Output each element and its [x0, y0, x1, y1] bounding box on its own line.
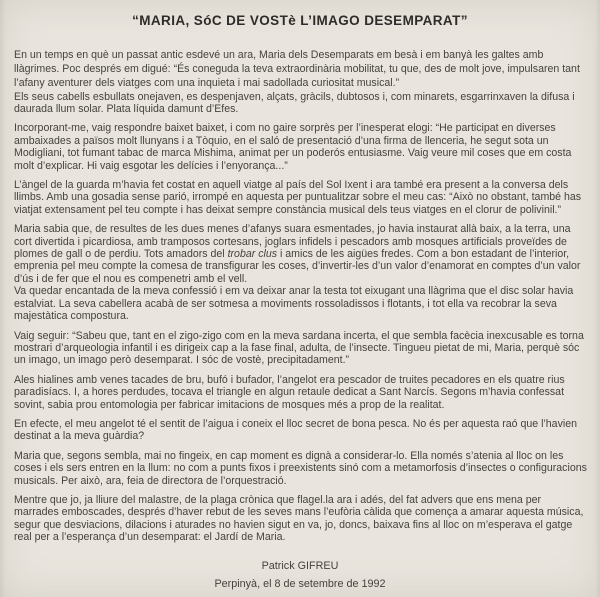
text-run: i amics de les aigües fredes. Com a bon estadant de l’interior, emprenia pel meu compte la comesa de transfigurar les coses, d’invertir-les d’un valor d’enamorat en comptes d’un valor d’ús i de fer que el nou es compenetri amb el vell.: [14, 248, 581, 285]
paragraph: [14, 418, 588, 443]
paragraph: [14, 330, 588, 367]
text-run: Mentre que jo, ja lliure del malastre, de la plaga crònica que flagel.la ara i adés, del fat advers que ens mena per marrades emboscades, després d’haver rebut de les seves mans l’eufòria càlida que comença a amarar aquesta música, segur que desviacions, dilacions i aturades no havien sigut en va, jo, doncs, baixava fins al lloc on m’esperava el gatge real per a l’esperança d’un desemparat: el Jardí de Maria.: [14, 493, 584, 544]
text-run: En un temps en què un passat antic esdevé un ara, Maria dels Desemparats em besà i em banyà les galtes amb llàgrimes. Poc després em digué: “És coneguda la teva extraordinària mobilitat, tu que, des de molt jove, impulsaren tant l’afany aventurer dels viatges com una inquieta i mai sadollada curiositat musical.”: [14, 49, 580, 90]
text-run: Incorporant-me, vaig respondre baixet baixet, i com no gaire sorprès per l’inesperat elogi: “He participat en diverses ambaixades a països molt llunyans i a Tòquio, en el saló de presentació d’una firma de llenceria, he segut sota un Modigliani, tot fumant tabac de marca Mishima, animat per un poderós entusiasme. Vaig veure mil coses que em costa molt d’explicar. Hi vaig esgotar les delícies i l’enyorança...”: [14, 122, 572, 172]
article-body: [0, 28, 600, 544]
text-run: Vaig seguir: “Sabeu que, tant en el zigo-zigo com en la meva sardana incerta, el que sembla facècia inexcusable es torna mostrari d’arqueologia infantil i es dirigeix cap a la fase final, adulta, de l’insecte. Tingueu pietat de mi, Maria, perquè sóc un imago, un imago però desemparat. I sóc de vostè, precipitadament.”: [14, 329, 584, 367]
dateline: Perpinyà, el 8 de setembre de 1992: [214, 577, 386, 590]
paragraph: [14, 285, 588, 322]
paragraph: [14, 494, 588, 544]
italic-phrase: trobar clus: [227, 248, 278, 261]
text-run: Ales hialines amb venes tacades de bru, bufó i bufador, l’angelot era pescador de truites pecadores en els quatre rius paradisíacs. I, a hores perdudes, tocava el triangle en algun retaule dedicat a Sant Narcís. Segons m’havia confessat sovint, sabia prou entomologia per fabricar imitacions de mosques més a prop de la realitat.: [14, 373, 565, 411]
text-run: Maria que, segons sembla, mai no fingeix, en cap moment es dignà a considerar-lo. Ella només s’atenia al lloc on les coses i els sers entren en la llum: no com a punts fixos i preexistents sinó com a metamorfosis d’insectes o configuracions musicals. Per això, ara, feia de directora de l’orquestració.: [14, 449, 587, 487]
text-run: Els seus cabells esbullats onejaven, es despenjaven, alçats, gràcils, dubtosos i, com minarets, esgarrinxaven la difusa i daurada llum solar. Plata líquida damunt d’Efes.: [14, 90, 575, 116]
paragraph: [14, 179, 588, 216]
paragraph: [14, 450, 588, 487]
paragraph: [14, 374, 588, 411]
author-name: Patrick GIFREU: [261, 559, 339, 572]
paragraph: [14, 122, 588, 172]
paragraph: [14, 48, 588, 91]
text-run: Maria sabia que, de resultes de les dues menes d’afanys suara esmentades, jo havia instaurat allà baix, a la terra, una cort divertida i picardiosa, amb tramposos cortesans, joglars infidels i pescadors amb mosques artificials proveïdes de plomes de gall o de perdiu. Tots amadors del: [14, 223, 571, 261]
signature-block: [0, 557, 600, 593]
page-title: “MARIA, SóC DE VOSTè L’IMAGO DESEMPARAT”: [132, 13, 468, 28]
text-run: Va quedar encantada de la meva confessió i em va deixar anar la testa tot eixugant una llàgrima que el disc solar havia estalviat. La seva cabellera acabà de ser sotmesa a moviments rossoladissos i flotants, i tot ella va recobrar la seva majestàtica compostura.: [14, 285, 574, 323]
paragraph: [14, 223, 588, 285]
text-run: En efecte, el meu angelot té el sentit de l’aigua i coneix el lloc secret de bona pesca. No és per aquesta raó que l’havien destinat a la meva guàrdia?: [14, 417, 577, 443]
paragraph: [14, 91, 588, 116]
text-run: L’àngel de la guarda m’havia fet costat en aquell viatge al país del Sol Ixent i ara també era present a la conversa dels llimbs. Amb una gosadia sense parió, irrompé en aquesta per puntualitzar sobre el meu cas: “Això no obstant, també has viatjat extensament pel teu compte i has deixat sempre constància musical dels teus viatges en el clorur de polivinil.”: [14, 179, 582, 216]
